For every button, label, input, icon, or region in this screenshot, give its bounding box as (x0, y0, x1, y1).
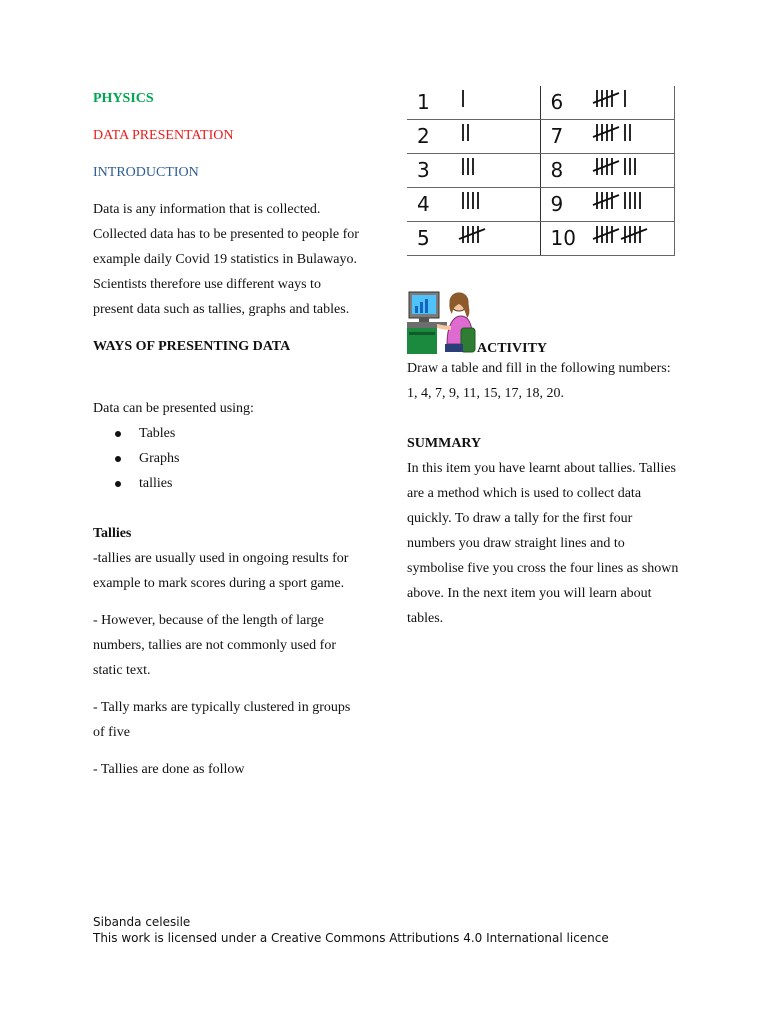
tally-table (407, 86, 675, 256)
subject-heading: PHYSICS (93, 91, 154, 106)
tallies-paragraph-1: -tallies are usually used in ongoing results for example to mark scores during a sport game. (93, 551, 349, 591)
tally-number: 8 (540, 154, 589, 188)
tally-cell (589, 154, 674, 188)
topic-heading: DATA PRESENTATION (93, 128, 234, 143)
tally-number: 5 (407, 222, 455, 256)
tally-number: 10 (540, 222, 589, 256)
section-heading: INTRODUCTION (93, 165, 199, 180)
tally-marks-icon (455, 154, 535, 178)
tally-marks-icon (589, 86, 669, 110)
bullet-icon (115, 456, 121, 462)
tally-marks-icon (589, 120, 669, 144)
ways-list (93, 421, 363, 496)
ways-heading: WAYS OF PRESENTING DATA (93, 339, 291, 354)
table-row (407, 222, 675, 256)
license-text: This work is licensed under a Creative Commons Attributions 4.0 International licence (93, 931, 609, 945)
tally-number: 6 (540, 86, 589, 120)
ways-intro: Data can be presented using: (93, 401, 254, 416)
list-item: Tables (93, 421, 363, 446)
summary-text: In this item you have learnt about tallies. Tallies are a method which is used to collect data quickly. To draw a tally for the first four numbers you draw straight lines and to symbolise five you cross the four lines as shown above. In the next item you will learn about tables. (407, 461, 679, 626)
tally-number: 3 (407, 154, 455, 188)
person-at-computer-icon (407, 288, 477, 358)
tally-cell (455, 222, 540, 256)
tally-cell (589, 120, 674, 154)
tally-cell (589, 188, 674, 222)
table-row (407, 86, 675, 120)
intro-paragraph: Data is any information that is collected. Collected data has to be presented to people for example daily Covid 19 statistics in Bulawayo. Scientists therefore use different ways to present data such as tallies, graphs and tables. (93, 202, 359, 317)
tally-marks-icon (455, 222, 535, 246)
tallies-paragraph-2: - However, because of the length of large numbers, tallies are not commonly used for static text. (93, 613, 336, 678)
tallies-paragraph-4: - Tallies are done as follow (93, 762, 245, 777)
tally-number: 9 (540, 188, 589, 222)
table-row (407, 188, 675, 222)
activity-heading: ACTIVITY (477, 341, 548, 356)
tally-cell (455, 86, 540, 120)
tally-cell (455, 120, 540, 154)
tally-marks-icon (455, 188, 535, 212)
tally-cell (455, 154, 540, 188)
tallies-heading: Tallies (93, 526, 132, 541)
tally-cell (455, 188, 540, 222)
right-column (407, 86, 682, 643)
tally-number: 7 (540, 120, 589, 154)
table-row (407, 154, 675, 188)
summary-heading: SUMMARY (407, 436, 482, 451)
tally-marks-icon (589, 154, 669, 178)
list-item: Graphs (93, 446, 363, 471)
bullet-icon (115, 431, 121, 437)
author-name: Sibanda celesile (93, 915, 191, 929)
tally-marks-icon (455, 120, 535, 144)
bullet-icon (115, 481, 121, 487)
table-row (407, 120, 675, 154)
tally-marks-icon (589, 222, 669, 246)
activity-text: Draw a table and fill in the following numbers: 1, 4, 7, 9, 11, 15, 17, 18, 20. (407, 361, 671, 401)
tally-number: 4 (407, 188, 455, 222)
tally-number: 1 (407, 86, 455, 120)
tally-marks-icon (455, 86, 535, 110)
tally-cell (589, 86, 674, 120)
page-footer (93, 914, 693, 946)
tallies-paragraph-3: - Tally marks are typically clustered in groups of five (93, 700, 351, 740)
left-column (93, 86, 363, 794)
tally-marks-icon (589, 188, 669, 212)
tally-cell (589, 222, 674, 256)
list-item: tallies (93, 471, 363, 496)
tally-number: 2 (407, 120, 455, 154)
activity-block (407, 288, 682, 360)
